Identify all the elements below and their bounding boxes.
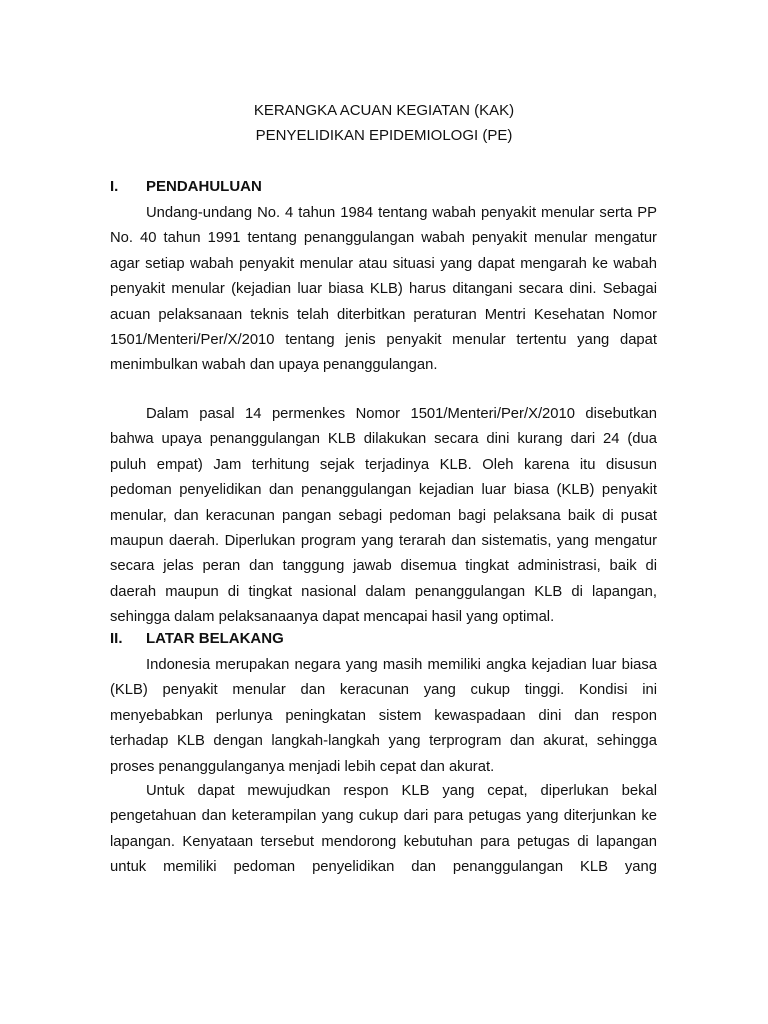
document-title-line-2: PENYELIDIKAN EPIDEMIOLOGI (PE) [255,127,513,144]
section-title: LATAR BELAKANG [146,630,284,647]
section-number: I. [110,178,119,195]
paragraph-latar-belakang-1: Indonesia merupakan negara yang masih memiliki angka kejadian luar biasa (KLB) penyakit menular dan keracunan yang cukup tinggi. Kondisi ini menyebabkan perlunya peningkatan sistem kewaspadaan dini dan respon terhadap KLB dengan langkah-langkah yang terprogram dan akurat, sehingga proses penanggulanganya menjadi lebih cepat dan akurat. [110,657,657,775]
paragraph-pendahuluan-2: Dalam pasal 14 permenkes Nomor 1501/Menteri/Per/X/2010 disebutkan bahwa upaya penanggulangan KLB dilakukan secara dini kurang dari 24 (dua puluh empat) Jam terhitung sejak terjadinya KLB. Oleh karena itu disusun pedoman penyelidikan dan penanggulangan kejadian luar biasa (KLB) penyakit menular, dan keracunan pangan sebagi pedoman bagi pelaksana baik di pusat maupun daerah. Diperlukan program yang terarah dan sistematis, yang mengatur secara jelas peran dan tanggung jawab disemua tingkat administrasi, baik di daerah maupun di tingkat nasional dalam penanggulangan KLB di lapangan, sehingga dalam pelaksanaanya dapat mencapai hasil yang optimal. [110,406,657,626]
paragraph-latar-belakang-2: Untuk dapat mewujudkan respon KLB yang cepat, diperlukan bekal pengetahuan dan keterampilan yang cukup dari para petugas yang diterjunkan ke lapangan. Kenyataan tersebut mendorong kebutuhan para petugas di lapangan untuk memiliki pedoman penyelidikan dan penanggulangan KLB yang [110,783,657,876]
section-title: PENDAHULUAN [146,178,262,195]
section-number: II. [110,630,123,647]
paragraph-pendahuluan-1: Undang-undang No. 4 tahun 1984 tentang wabah penyakit menular serta PP No. 40 tahun 1991 tentang penanggulangan wabah penyakit menular mengatur agar setiap wabah penyakit menular atau situasi yang dapat mengarah ke wabah penyakit menular (kejadian luar biasa KLB) harus ditangani secara dini. Sebagai acuan pelaksanaan teknis telah diterbitkan peraturan Mentri Kesehatan Nomor 1501/Menteri/Per/X/2010 tentang jenis penyakit menular tertentu yang dapat menimbulkan wabah dan upaya penanggulangan. [110,205,657,374]
document-title-line-1: KERANGKA ACUAN KEGIATAN (KAK) [253,102,515,119]
